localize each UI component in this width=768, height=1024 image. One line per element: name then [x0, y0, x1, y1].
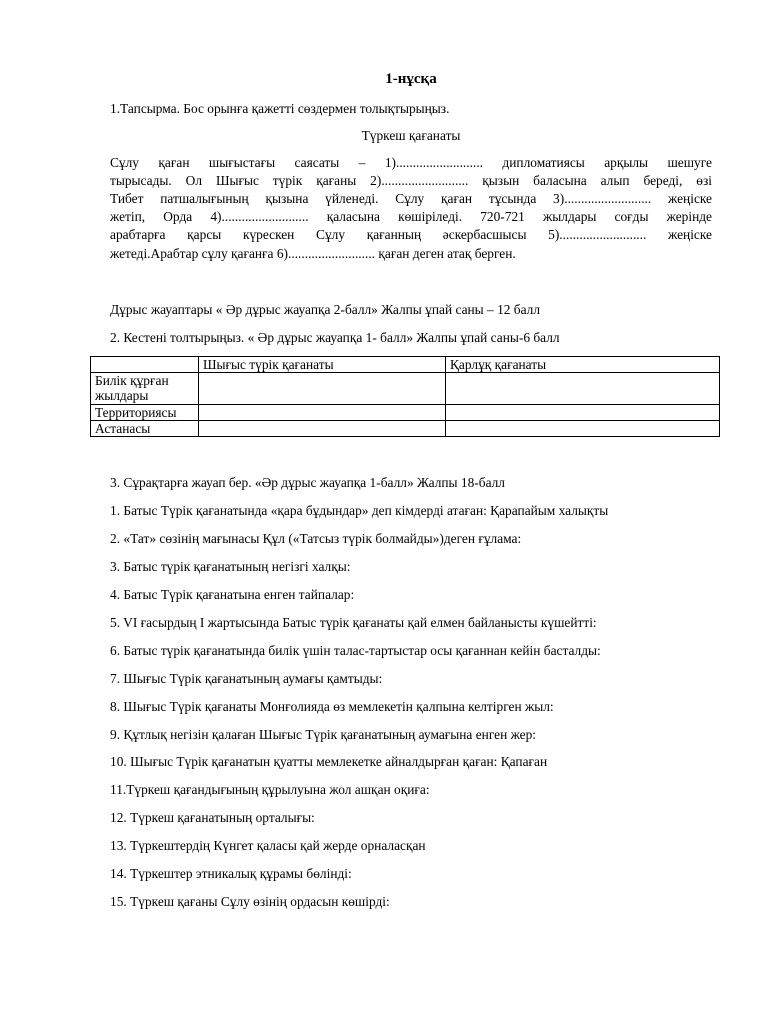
table-header-row [91, 357, 720, 373]
table-row [91, 405, 720, 421]
table-header-cell [91, 357, 199, 373]
question-item: 1. Батыс Түрік қағанатында «қара бұдындар» деп кімдерді атаған: Қарапайым халықты [110, 503, 609, 518]
table-row-label: Территориясы [91, 405, 199, 421]
question-item: 13. Түркештердің Күнгет қаласы қай жерде орналасқан [110, 838, 426, 853]
task1-text-line: Сұлу қаған шығыстағы саясаты – 1).......................... дипломатиясы арқылы шешуге [110, 155, 712, 170]
question-item: 6. Батыс түрік қағанатында билік үшін талас-тартыстар осы қағаннан кейін басталды: [110, 643, 601, 658]
question-item: 8. Шығыс Түрік қағанаты Монғолияда өз мемлекетін қалпына келтірген жыл: [110, 699, 554, 714]
table-cell[interactable] [199, 373, 446, 405]
task1-text-line: арабтарға қарсы күрескен Сұлу қағанның әскербасшысы 5).......................... жеңіске [110, 227, 712, 242]
task1-subtitle: Түркеш қағанаты [361, 128, 461, 143]
table-cell[interactable] [446, 373, 720, 405]
table-row [91, 421, 720, 437]
table-row-label: Астанасы [91, 421, 199, 437]
question-item: 11.Түркеш қағандығының құрылуына жол ашқан оқиға: [110, 782, 430, 797]
table-cell[interactable] [446, 421, 720, 437]
question-item: 7. Шығыс Түрік қағанатының аумағы қамтыды: [110, 671, 383, 686]
task1-text-line: тырысады. Ол Шығыс түрік қағаны 2).......................... қызын баласына алып береді, өзі [110, 173, 712, 188]
question-item: 5. VI ғасырдың I жартысында Батыс түрік қағанаты қай елмен байланысты күшейтті: [110, 615, 597, 630]
question-item: 9. Құтлық негізін қалаған Шығыс Түрік қағанатының аумағына енген жер: [110, 727, 537, 742]
task1-text-line: Тибет патшалығының қызына үйленеді. Сұлу қаған тұсында 3).......................... жеңіске [110, 191, 712, 206]
question-item: 15. Түркеш қағаны Сұлу өзінің ордасын көшірді: [110, 894, 390, 909]
table-cell[interactable] [446, 405, 720, 421]
question-item: 2. «Тат» сөзінің мағынасы Құл («Татсыз түрік болмайды»)деген ғұлама: [110, 531, 522, 546]
task1-text-line: жетеді.Арабтар сұлу қағанға 6).......................... қаған деген атақ берген. [110, 246, 516, 261]
question-item: 14. Түркештер этникалық құрамы бөлінді: [110, 866, 352, 881]
task2-table [90, 356, 720, 437]
table-cell[interactable] [199, 405, 446, 421]
question-item: 12. Түркеш қағанатының орталығы: [110, 810, 315, 825]
task2-heading: 2. Кестені толтырыңыз. « Әр дұрыс жауапқа 1- балл» Жалпы ұпай саны-6 балл [110, 330, 560, 345]
page-title: 1-нұсқа [385, 71, 437, 87]
task3-heading: 3. Сұрақтарға жауап бер. «Әр дұрыс жауапқа 1-балл» Жалпы 18-балл [110, 475, 505, 490]
task1-text-line: жетіп, Орда 4).......................... қаласына көшіріледі. 720-721 жылдары соғды жерінде [110, 209, 712, 224]
table-row-label: Билік құрған жылдары [91, 373, 199, 405]
task1-heading: 1.Тапсырма. Бос орынға қажетті сөздермен толықтырыңыз. [110, 101, 450, 116]
table-cell[interactable] [199, 421, 446, 437]
table-header-cell: Қарлұқ қағанаты [446, 357, 720, 373]
table-row [91, 373, 720, 405]
task1-answers-note: Дұрыс жауаптары « Әр дұрыс жауапқа 2-балл» Жалпы ұпай саны – 12 балл [110, 302, 541, 317]
table-header-cell: Шығыс түрік қағанаты [199, 357, 446, 373]
question-item: 10. Шығыс Түрік қағанатын қуатты мемлекетке айналдырған қаған: Қапаған [110, 754, 548, 769]
question-item: 4. Батыс Түрік қағанатына енген тайпалар: [110, 587, 355, 602]
question-item: 3. Батыс түрік қағанатының негізгі халқы: [110, 559, 351, 574]
document-page [95, 0, 712, 1024]
